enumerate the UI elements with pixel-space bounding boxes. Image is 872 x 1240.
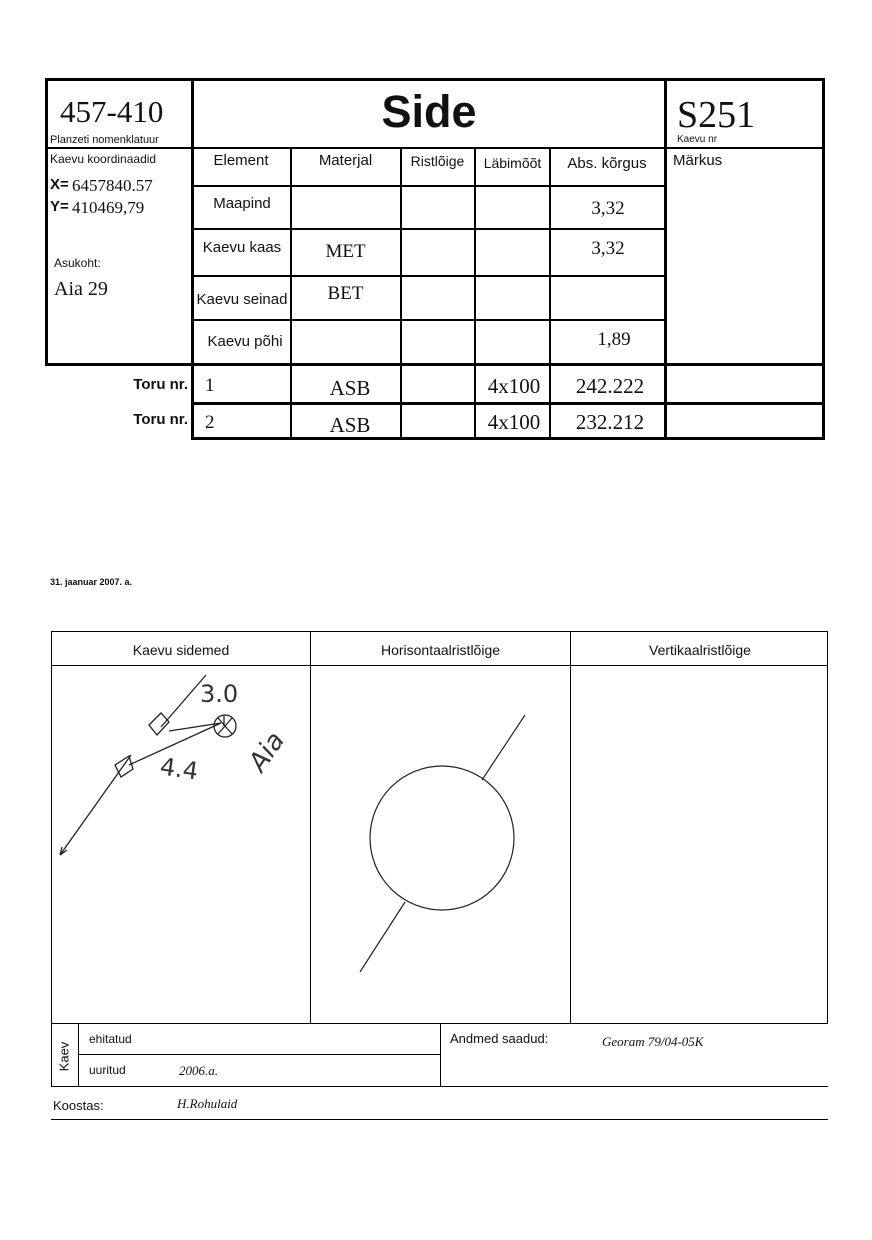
surveyed-value: 2006.a. bbox=[179, 1063, 218, 1078]
map-sheet-label: Planzeti nomenklatuur bbox=[50, 134, 159, 146]
well-number-label: Kaevu nr bbox=[677, 134, 718, 145]
well-number: S251 bbox=[677, 94, 756, 136]
pipe-diameter: 4x100 bbox=[487, 410, 541, 434]
y-value: 410469,79 bbox=[72, 198, 145, 217]
col-header-cross-section: Ristlõige bbox=[410, 153, 465, 169]
col-header-diameter: Läbimõõt bbox=[483, 155, 542, 171]
col-header-material: Materjal bbox=[318, 152, 373, 169]
pipe-diameter: 4x100 bbox=[487, 374, 541, 398]
row-abs-height: 1,89 bbox=[597, 329, 631, 350]
pipe-label: Toru nr. bbox=[133, 411, 188, 428]
y-label: Y= bbox=[50, 198, 69, 215]
col-header-abs-height: Abs. kõrgus bbox=[567, 155, 647, 172]
page-title: Side bbox=[381, 86, 477, 137]
row-element: Kaevu seinad bbox=[196, 291, 288, 308]
row-material: BET bbox=[327, 283, 364, 304]
panel-title-connections: Kaevu sidemed bbox=[132, 642, 230, 658]
col-header-notes: Märkus bbox=[673, 152, 723, 169]
row-abs-height: 3,32 bbox=[591, 198, 625, 219]
footer-block bbox=[51, 1023, 828, 1123]
row-element: Maapind bbox=[213, 195, 271, 212]
compiled-label: Koostas: bbox=[53, 1098, 104, 1113]
pipe-abs-height: 242.222 bbox=[575, 374, 645, 398]
panel-title-horizontal-section: Horisontaalristlõige bbox=[380, 642, 501, 658]
col-header-element: Element bbox=[213, 152, 269, 169]
panel-title-vertical-section: Vertikaalristlõige bbox=[649, 642, 751, 658]
x-value: 6457840.57 bbox=[72, 176, 153, 195]
x-label: X= bbox=[50, 176, 69, 193]
row-element: Kaevu põhi bbox=[207, 333, 283, 350]
row-material: MET bbox=[325, 241, 366, 262]
built-label: ehitatud bbox=[89, 1032, 132, 1046]
sketch-distance-a: 3.0 bbox=[200, 680, 239, 708]
pipe-number: 2 bbox=[205, 412, 215, 433]
sketch-distance-b: 4.4 bbox=[158, 752, 200, 786]
row-abs-height: 3,32 bbox=[591, 238, 625, 259]
map-sheet-number: 457-410 bbox=[60, 94, 164, 129]
pipe-label: Toru nr. bbox=[133, 376, 188, 393]
well-card-table bbox=[0, 0, 872, 450]
coords-label: Kaevu koordinaadid bbox=[50, 152, 157, 166]
location-value: Aia 29 bbox=[54, 278, 108, 300]
row-element: Kaevu kaas bbox=[202, 239, 282, 256]
location-label: Asukoht: bbox=[54, 256, 101, 270]
compiled-value: H.Rohulaid bbox=[177, 1096, 238, 1111]
pipe-number: 1 bbox=[205, 375, 215, 396]
data-source-label: Andmed saadud: bbox=[450, 1031, 549, 1046]
data-source-value: Georam 79/04-05K bbox=[602, 1034, 704, 1049]
pipe-abs-height: 232.212 bbox=[575, 410, 645, 434]
horizontal-section-drawing bbox=[310, 665, 568, 1021]
sketch-street-name: Aia bbox=[243, 726, 292, 778]
surveyed-label: uuritud bbox=[89, 1063, 126, 1077]
pipe-material: ASB bbox=[329, 413, 371, 437]
pipe-material: ASB bbox=[329, 376, 371, 400]
well-side-label: Kaev bbox=[56, 1041, 72, 1072]
document-date: 31. jaanuar 2007. a. bbox=[50, 577, 133, 587]
